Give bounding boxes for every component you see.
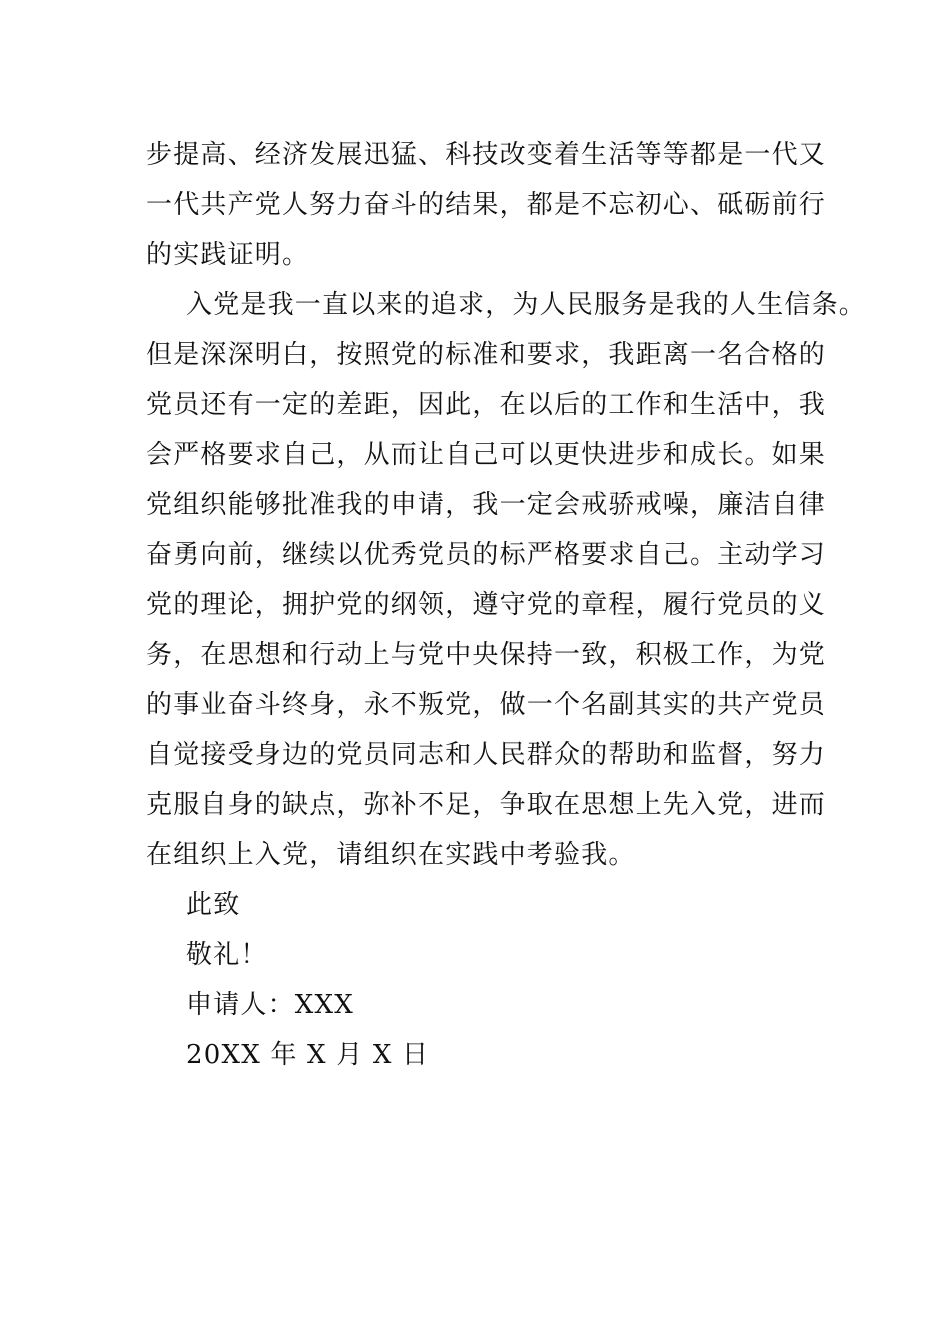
body-text-line: 入党是我一直以来的追求，为人民服务是我的人生信条。 — [186, 290, 867, 320]
body-text-line: 但是深深明白，按照党的标准和要求，我距离一名合格的 — [146, 340, 827, 370]
body-text-line: 务，在思想和行动上与党中央保持一致，积极工作，为党 — [146, 640, 827, 670]
applicant-line: 申请人：XXX — [186, 990, 354, 1020]
body-text-line: 党员还有一定的差距，因此，在以后的工作和生活中，我 — [146, 390, 827, 420]
closing-line: 此致 — [186, 890, 241, 920]
body-text-line: 党的理论，拥护党的纲领，遵守党的章程，履行党员的义 — [146, 590, 827, 620]
document-body — [146, 130, 867, 1080]
body-text-line: 自觉接受身边的党员同志和人民群众的帮助和监督，努力 — [146, 740, 827, 770]
body-text-line: 党组织能够批准我的申请，我一定会戒骄戒噪，廉洁自律 — [146, 490, 827, 520]
body-text-line: 在组织上入党，请组织在实践中考验我。 — [146, 840, 636, 870]
body-text-line: 步提高、经济发展迅猛、科技改变着生活等等都是一代又 — [146, 140, 827, 170]
body-text-line: 会严格要求自己，从而让自己可以更快进步和成长。如果 — [146, 440, 827, 470]
date-line: 20XX 年 X 月 X 日 — [186, 1040, 430, 1070]
body-text-line: 的实践证明。 — [146, 240, 310, 270]
body-text-line: 一代共产党人努力奋斗的结果，都是不忘初心、砥砺前行 — [146, 190, 827, 220]
salutation-line: 敬礼！ — [186, 940, 268, 970]
body-text-line: 的事业奋斗终身，永不叛党，做一个名副其实的共产党员 — [146, 690, 827, 720]
body-text-line: 奋勇向前，继续以优秀党员的标严格要求自己。主动学习 — [146, 540, 827, 570]
body-text-line: 克服自身的缺点，弥补不足，争取在思想上先入党，进而 — [146, 790, 827, 820]
